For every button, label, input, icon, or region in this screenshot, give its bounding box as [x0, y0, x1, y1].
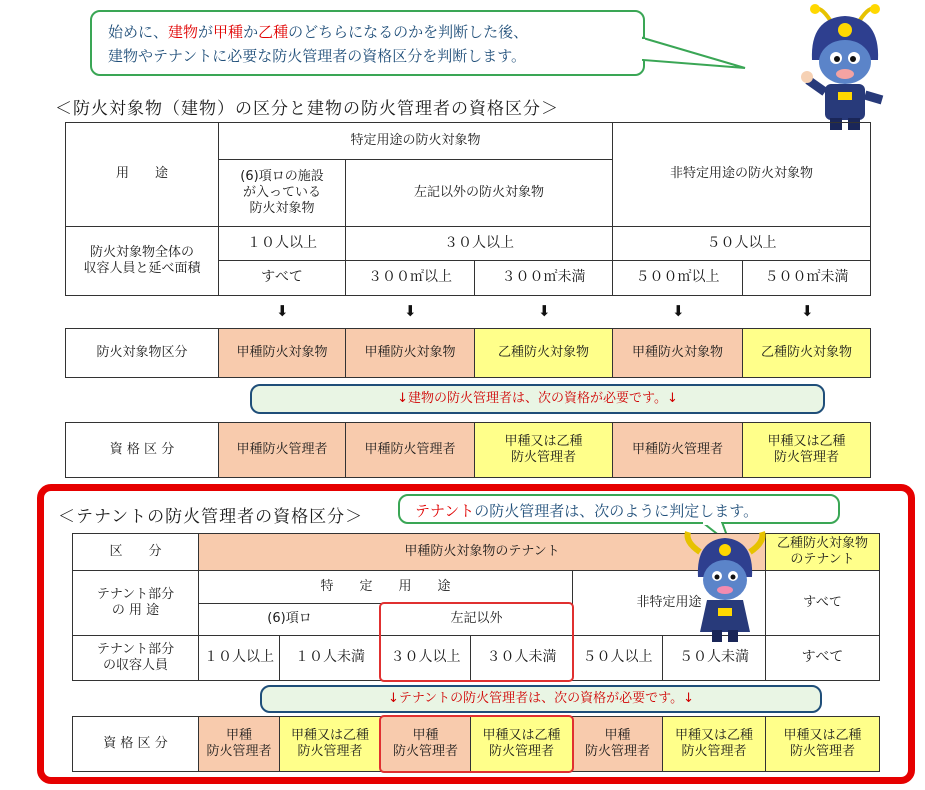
class-cell-4: 甲種防火対象物 [612, 328, 743, 378]
class-cell-3: 乙種防火対象物 [474, 328, 613, 378]
tenant-cap-6: ５０人未満 [662, 635, 766, 681]
highlight-other-qual [379, 715, 574, 773]
tenant-cap-7: すべて [765, 635, 880, 681]
other-header: 左記以外の防火対象物 [345, 159, 613, 227]
tenant-capacity-label: テナント部分 の収容人員 [72, 635, 199, 681]
qual-cell-5: 甲種又は乙種 防火管理者 [742, 422, 871, 478]
tenant-bubble-text: テナントの防火管理者は、次のように判定します。 [415, 502, 759, 520]
tenant-qual-label: 資 格 区 分 [72, 716, 199, 772]
firefighter-mascot-male [790, 0, 900, 135]
highlight-other-use [379, 602, 574, 682]
ko-tenant-header: 甲種防火対象物のテナント [198, 533, 766, 571]
specific-use-header: 特定用途の防火対象物 [218, 122, 613, 160]
class-cell-5: 乙種防火対象物 [742, 328, 871, 378]
down-arrow-icon: ⬇ [801, 302, 814, 320]
qual-cell-3: 甲種又は乙種 防火管理者 [474, 422, 613, 478]
tenant-use-label: テナント部分 の 用 途 [72, 570, 199, 636]
item6-use: (6)項ロ [198, 603, 381, 636]
area-300-over: ３００㎡以上 [345, 260, 475, 296]
class-row-label: 防火対象物区分 [65, 328, 219, 378]
down-arrow-icon: ⬇ [538, 302, 551, 320]
class-cell-1: 甲種防火対象物 [218, 328, 346, 378]
down-arrow-icon: ⬇ [404, 302, 417, 320]
capacity-10: １０人以上 [218, 226, 346, 261]
building-notice: ↓建物の防火管理者は、次の資格が必要です。↓ [250, 384, 825, 414]
qual-cell-2: 甲種防火管理者 [345, 422, 475, 478]
bubble-tail [640, 30, 750, 80]
tenant-cap-4: ３０人未満 [470, 635, 573, 681]
intro-text [108, 20, 648, 68]
tenant-qual-5: 甲種 防火管理者 [572, 716, 663, 772]
tenant-section-title: ＜テナントの防火管理者の資格区分＞ [58, 507, 364, 527]
tenant-qual-7: 甲種又は乙種 防火管理者 [765, 716, 880, 772]
intro-line-2: 建物やテナントに必要な防火管理者の資格区分を判断します。 [108, 47, 527, 65]
item6-header: (6)項ロの施設 が入っている 防火対象物 [218, 159, 346, 227]
division-label: 区 分 [72, 533, 199, 571]
tenant-cap-5: ５０人以上 [572, 635, 663, 681]
tenant-qual-2: 甲種又は乙種 防火管理者 [279, 716, 381, 772]
other-use: 左記以外 [380, 603, 573, 636]
nonspecific-header: 非特定用途の防火対象物 [612, 122, 871, 227]
area-300-under: ３００㎡未満 [474, 260, 613, 296]
firefighter-mascot-female [680, 522, 770, 647]
tenant-qual-4: 甲種又は乙種 防火管理者 [470, 716, 573, 772]
specific-use: 特 定 用 途 [198, 570, 573, 604]
tenant-cap-2: １０人未満 [279, 635, 381, 681]
intro-line-1: 始めに、建物が甲種か乙種のどちらになるのかを判断した後、 [108, 23, 529, 41]
qual-row-label: 資 格 区 分 [65, 422, 219, 478]
capacity-label: 防火対象物全体の 収容人員と延べ面積 [65, 226, 219, 296]
use-label: 用 途 [65, 122, 219, 227]
tenant-qual-1: 甲種 防火管理者 [198, 716, 280, 772]
tenant-cap-3: ３０人以上 [380, 635, 471, 681]
area-500-over: ５００㎡以上 [612, 260, 743, 296]
class-cell-2: 甲種防火対象物 [345, 328, 475, 378]
all-use: すべて [765, 570, 880, 636]
otsu-tenant-header: 乙種防火対象物 のテナント [765, 533, 880, 571]
capacity-30: ３０人以上 [345, 226, 613, 261]
down-arrow-icon: ⬇ [276, 302, 289, 320]
down-arrow-icon: ⬇ [672, 302, 685, 320]
tenant-qual-6: 甲種又は乙種 防火管理者 [662, 716, 766, 772]
building-section-title: ＜防火対象物（建物）の区分と建物の防火管理者の資格区分＞ [55, 99, 559, 119]
area-all: すべて [218, 260, 346, 296]
area-500-under: ５００㎡未満 [742, 260, 871, 296]
nonspecific-use: 非特定用途 [572, 570, 766, 636]
qual-cell-1: 甲種防火管理者 [218, 422, 346, 478]
tenant-cap-1: １０人以上 [198, 635, 280, 681]
tenant-notice: ↓テナントの防火管理者は、次の資格が必要です。↓ [260, 685, 822, 713]
qual-cell-4: 甲種防火管理者 [612, 422, 743, 478]
tenant-qual-3: 甲種 防火管理者 [380, 716, 471, 772]
capacity-50: ５０人以上 [612, 226, 871, 261]
